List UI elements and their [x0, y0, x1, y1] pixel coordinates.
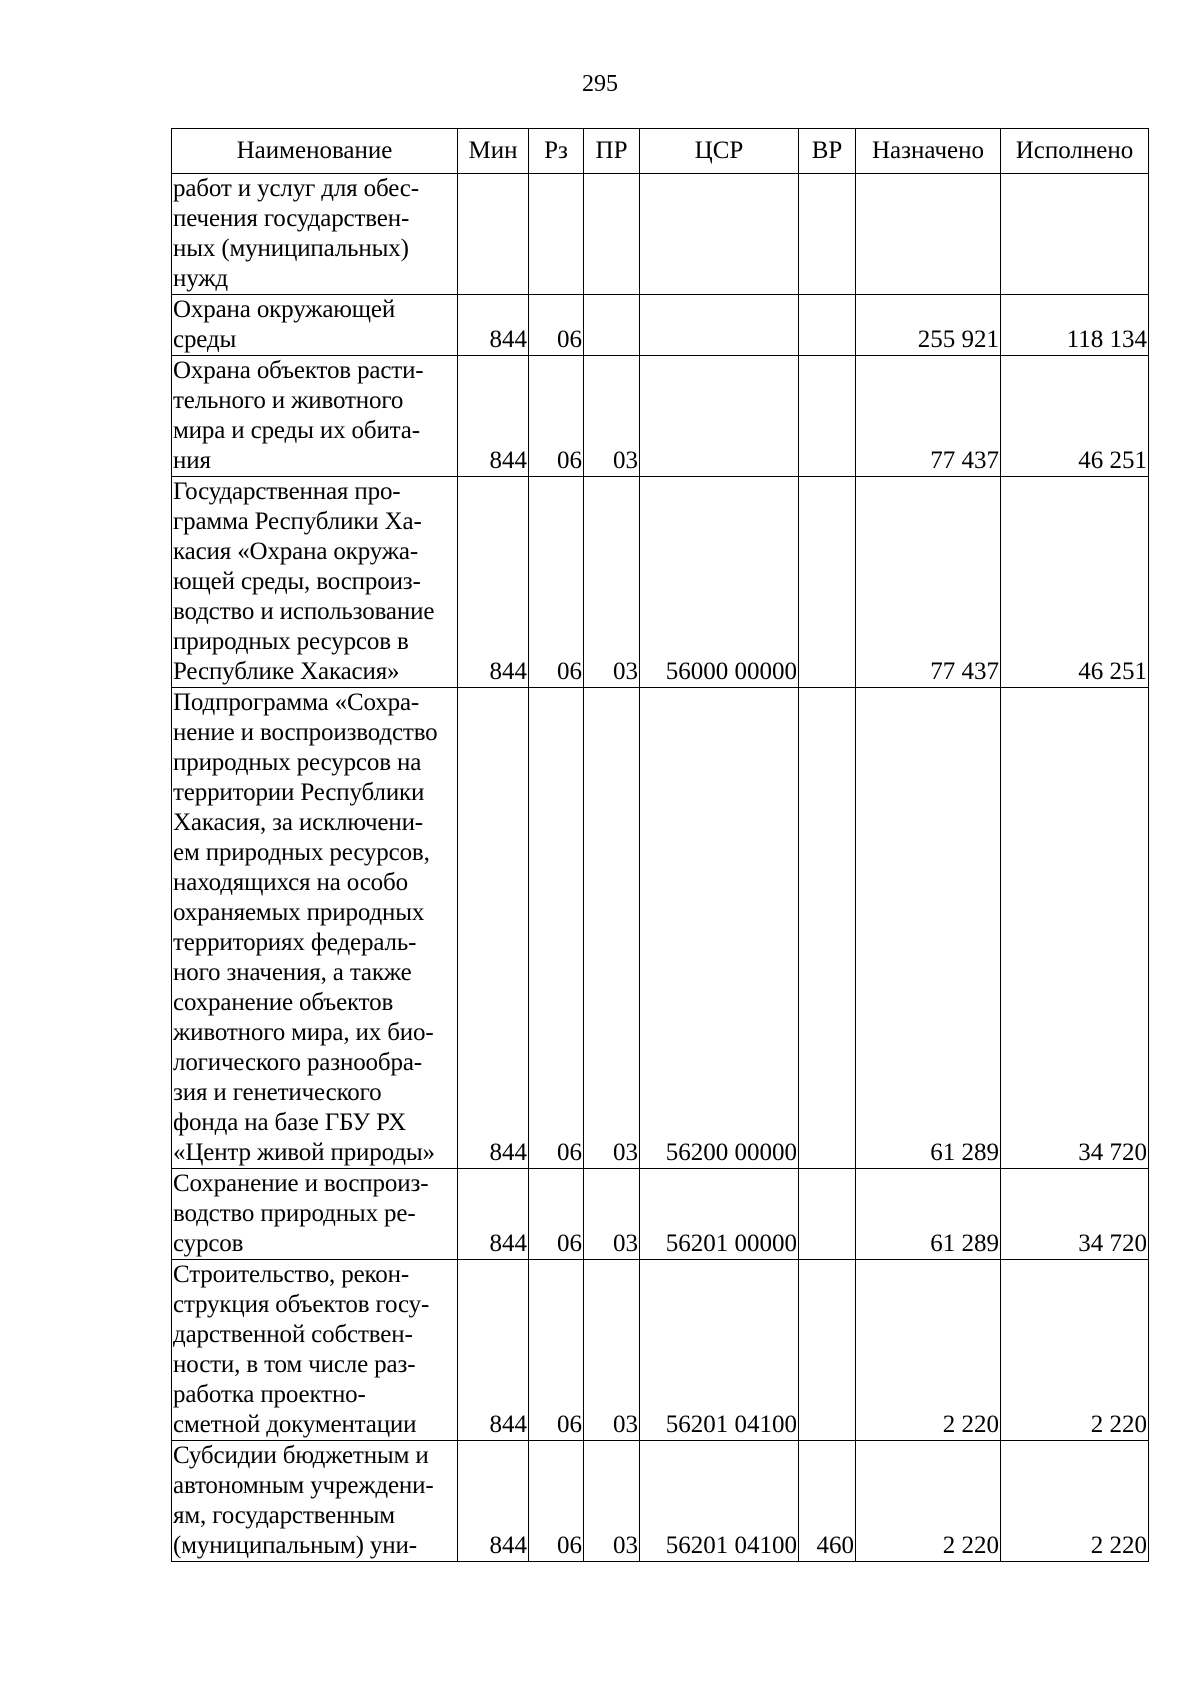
cell-csr: 56201 04100 — [640, 1441, 799, 1562]
cell-vr: 460 — [799, 1441, 856, 1562]
table-header-row — [172, 129, 1149, 174]
cell-csr — [640, 295, 799, 356]
cell-ispolneno: 34 720 — [1001, 1169, 1149, 1260]
cell-min: 844 — [458, 1260, 529, 1441]
cell-naznacheno: 77 437 — [856, 356, 1001, 477]
cell-pr: 03 — [584, 688, 640, 1169]
cell-min: 844 — [458, 688, 529, 1169]
header-min: Мин — [458, 129, 529, 174]
cell-ispolneno: 2 220 — [1001, 1441, 1149, 1562]
cell-vr — [799, 477, 856, 688]
cell-ispolneno — [1001, 174, 1149, 295]
cell-ispolneno: 46 251 — [1001, 477, 1149, 688]
cell-naznacheno: 2 220 — [856, 1260, 1001, 1441]
table-row — [172, 1441, 1149, 1562]
cell-rz: 06 — [529, 1441, 584, 1562]
cell-name: Сохранение и воспроиз- водство природных ре- сурсов — [172, 1169, 458, 1260]
cell-naznacheno: 2 220 — [856, 1441, 1001, 1562]
cell-pr: 03 — [584, 477, 640, 688]
cell-name: Субсидии бюджетным и автономным учреждени- ям, государственным (муниципальным) уни- — [172, 1441, 458, 1562]
table-row — [172, 1169, 1149, 1260]
cell-rz: 06 — [529, 477, 584, 688]
cell-vr — [799, 1260, 856, 1441]
cell-min: 844 — [458, 295, 529, 356]
header-name: Наименование — [172, 129, 458, 174]
cell-pr: 03 — [584, 1169, 640, 1260]
cell-rz: 06 — [529, 1169, 584, 1260]
cell-min: 844 — [458, 356, 529, 477]
cell-vr — [799, 1169, 856, 1260]
cell-ispolneno: 2 220 — [1001, 1260, 1149, 1441]
cell-pr — [584, 295, 640, 356]
header-rz: Рз — [529, 129, 584, 174]
cell-rz: 06 — [529, 1260, 584, 1441]
table-row — [172, 356, 1149, 477]
cell-naznacheno — [856, 174, 1001, 295]
header-naznacheno: Назначено — [856, 129, 1001, 174]
cell-rz — [529, 174, 584, 295]
cell-min: 844 — [458, 1169, 529, 1260]
cell-csr: 56000 00000 — [640, 477, 799, 688]
cell-pr: 03 — [584, 1441, 640, 1562]
cell-rz: 06 — [529, 356, 584, 477]
cell-naznacheno: 61 289 — [856, 1169, 1001, 1260]
cell-name: Подпрограмма «Сохра- нение и воспроизводство природных ресурсов на территории Республики Хакасия, за исключени- ем природных ресурсов, находящихся на особо охраняемых природных территориях федераль- ного значения, а также сохранение объектов животного мира, их био- логического разнообра- зия и генетического фонда на базе ГБУ РХ «Центр живой природы» — [172, 688, 458, 1169]
table-row — [172, 174, 1149, 295]
cell-pr: 03 — [584, 356, 640, 477]
table-row — [172, 1260, 1149, 1441]
cell-name: Государственная про- грамма Республики Ха- касия «Охрана окружа- ющей среды, воспроиз- водство и использование природных ресурсов в Республике Хакасия» — [172, 477, 458, 688]
cell-csr — [640, 174, 799, 295]
cell-naznacheno: 77 437 — [856, 477, 1001, 688]
header-csr: ЦСР — [640, 129, 799, 174]
table-row — [172, 688, 1149, 1169]
header-pr: ПР — [584, 129, 640, 174]
cell-name: работ и услуг для обес- печения государствен- ных (муниципальных) нужд — [172, 174, 458, 295]
header-vr: ВР — [799, 129, 856, 174]
cell-csr: 56201 04100 — [640, 1260, 799, 1441]
cell-min: 844 — [458, 477, 529, 688]
table-row — [172, 295, 1149, 356]
cell-rz: 06 — [529, 295, 584, 356]
cell-naznacheno: 255 921 — [856, 295, 1001, 356]
page-number: 295 — [582, 71, 618, 97]
table-row — [172, 477, 1149, 688]
cell-rz: 06 — [529, 688, 584, 1169]
cell-ispolneno: 34 720 — [1001, 688, 1149, 1169]
cell-min — [458, 174, 529, 295]
cell-vr — [799, 295, 856, 356]
cell-vr — [799, 688, 856, 1169]
cell-ispolneno: 46 251 — [1001, 356, 1149, 477]
budget-table — [171, 128, 1149, 1562]
header-ispolneno: Исполнено — [1001, 129, 1149, 174]
cell-name: Строительство, рекон- струкция объектов госу- дарственной собствен- ности, в том числе раз- работка проектно- сметной документации — [172, 1260, 458, 1441]
cell-pr: 03 — [584, 1260, 640, 1441]
cell-min: 844 — [458, 1441, 529, 1562]
cell-csr: 56200 00000 — [640, 688, 799, 1169]
cell-ispolneno: 118 134 — [1001, 295, 1149, 356]
cell-csr — [640, 356, 799, 477]
cell-csr: 56201 00000 — [640, 1169, 799, 1260]
cell-vr — [799, 174, 856, 295]
cell-vr — [799, 356, 856, 477]
cell-name: Охрана окружающей среды — [172, 295, 458, 356]
cell-pr — [584, 174, 640, 295]
cell-naznacheno: 61 289 — [856, 688, 1001, 1169]
cell-name: Охрана объектов расти- тельного и животного мира и среды их обита- ния — [172, 356, 458, 477]
